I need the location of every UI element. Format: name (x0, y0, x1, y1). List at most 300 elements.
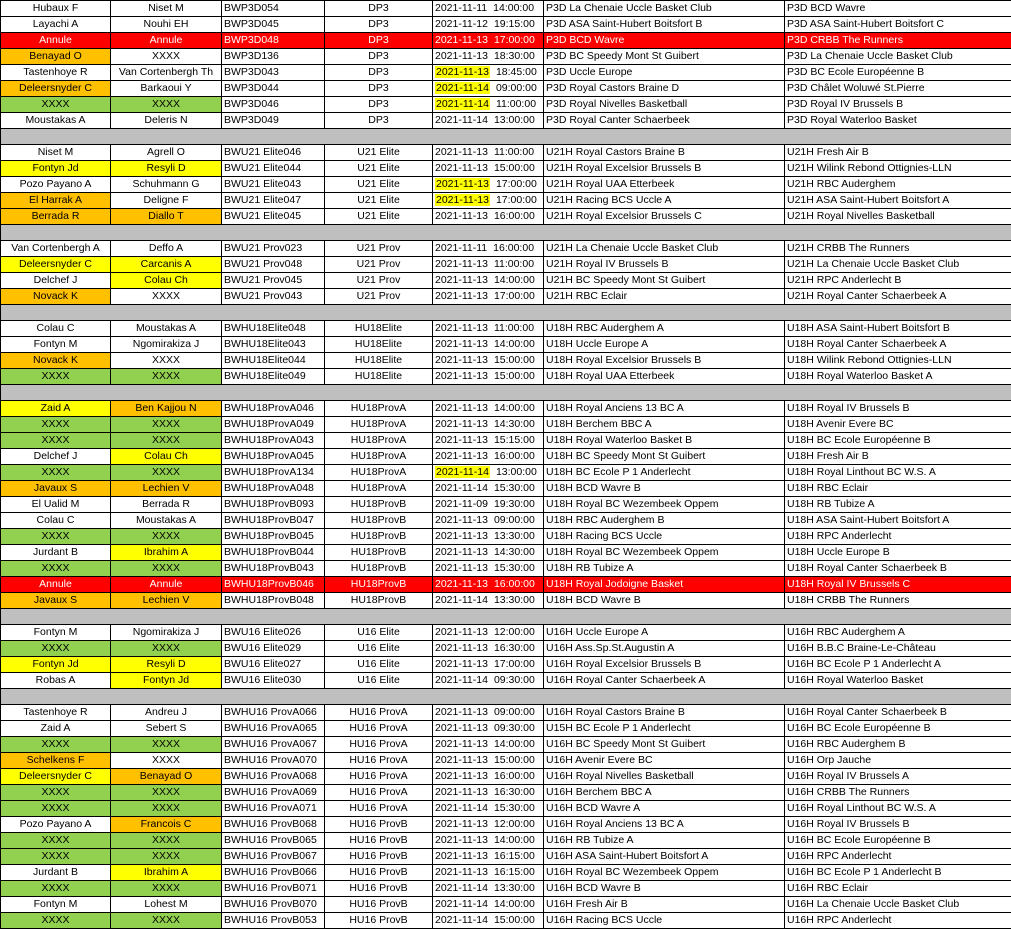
home-team-cell[interactable] (544, 849, 785, 865)
home-team-cell[interactable] (544, 753, 785, 769)
away-team-cell[interactable] (785, 161, 1011, 177)
away-team-cell[interactable] (785, 641, 1011, 657)
date-time-cell[interactable] (433, 145, 544, 161)
referee-1-cell[interactable] (1, 497, 111, 513)
away-team-cell[interactable] (785, 1, 1011, 17)
date-time-cell[interactable] (433, 849, 544, 865)
date-time-cell[interactable] (433, 257, 544, 273)
division-cell[interactable] (325, 497, 433, 513)
referee-2-cell[interactable] (111, 545, 222, 561)
date-time-cell[interactable] (433, 481, 544, 497)
home-team-cell[interactable] (544, 481, 785, 497)
match-code-cell[interactable] (222, 577, 325, 593)
match-code-cell[interactable] (222, 497, 325, 513)
away-team-cell[interactable] (785, 209, 1011, 225)
match-code-cell[interactable] (222, 529, 325, 545)
division-cell[interactable] (325, 833, 433, 849)
division-cell[interactable] (325, 481, 433, 497)
referee-2-cell[interactable] (111, 881, 222, 897)
division-cell[interactable] (325, 881, 433, 897)
date-time-cell[interactable] (433, 65, 544, 81)
match-code-cell[interactable] (222, 769, 325, 785)
referee-2-cell[interactable] (111, 161, 222, 177)
referee-1-cell[interactable] (1, 177, 111, 193)
division-cell[interactable] (325, 769, 433, 785)
date-time-cell[interactable] (433, 785, 544, 801)
referee-1-cell[interactable] (1, 801, 111, 817)
away-team-cell[interactable] (785, 897, 1011, 913)
match-code-cell[interactable] (222, 465, 325, 481)
away-team-cell[interactable] (785, 113, 1011, 129)
division-cell[interactable] (325, 337, 433, 353)
division-cell[interactable] (325, 209, 433, 225)
referee-2-cell[interactable] (111, 113, 222, 129)
home-team-cell[interactable] (544, 337, 785, 353)
referee-2-cell[interactable] (111, 81, 222, 97)
division-cell[interactable] (325, 241, 433, 257)
division-cell[interactable] (325, 545, 433, 561)
division-cell[interactable] (325, 913, 433, 929)
division-cell[interactable] (325, 513, 433, 529)
home-team-cell[interactable] (544, 401, 785, 417)
home-team-cell[interactable] (544, 465, 785, 481)
referee-2-cell[interactable] (111, 785, 222, 801)
division-cell[interactable] (325, 97, 433, 113)
referee-1-cell[interactable] (1, 257, 111, 273)
referee-2-cell[interactable] (111, 289, 222, 305)
away-team-cell[interactable] (785, 817, 1011, 833)
match-code-cell[interactable] (222, 673, 325, 689)
date-time-cell[interactable] (433, 273, 544, 289)
home-team-cell[interactable] (544, 49, 785, 65)
home-team-cell[interactable] (544, 561, 785, 577)
home-team-cell[interactable] (544, 497, 785, 513)
referee-1-cell[interactable] (1, 241, 111, 257)
match-code-cell[interactable] (222, 97, 325, 113)
division-cell[interactable] (325, 897, 433, 913)
referee-2-cell[interactable] (111, 865, 222, 881)
division-cell[interactable] (325, 657, 433, 673)
date-time-cell[interactable] (433, 641, 544, 657)
away-team-cell[interactable] (785, 33, 1011, 49)
away-team-cell[interactable] (785, 289, 1011, 305)
match-code-cell[interactable] (222, 289, 325, 305)
away-team-cell[interactable] (785, 321, 1011, 337)
home-team-cell[interactable] (544, 673, 785, 689)
date-time-cell[interactable] (433, 705, 544, 721)
match-code-cell[interactable] (222, 801, 325, 817)
away-team-cell[interactable] (785, 241, 1011, 257)
referee-2-cell[interactable] (111, 401, 222, 417)
away-team-cell[interactable] (785, 337, 1011, 353)
referee-2-cell[interactable] (111, 1, 222, 17)
referee-1-cell[interactable] (1, 817, 111, 833)
home-team-cell[interactable] (544, 449, 785, 465)
match-code-cell[interactable] (222, 561, 325, 577)
division-cell[interactable] (325, 593, 433, 609)
division-cell[interactable] (325, 737, 433, 753)
match-code-cell[interactable] (222, 417, 325, 433)
home-team-cell[interactable] (544, 545, 785, 561)
away-team-cell[interactable] (785, 737, 1011, 753)
home-team-cell[interactable] (544, 241, 785, 257)
referee-2-cell[interactable] (111, 449, 222, 465)
away-team-cell[interactable] (785, 81, 1011, 97)
division-cell[interactable] (325, 817, 433, 833)
home-team-cell[interactable] (544, 209, 785, 225)
division-cell[interactable] (325, 705, 433, 721)
home-team-cell[interactable] (544, 641, 785, 657)
referee-1-cell[interactable] (1, 673, 111, 689)
referee-1-cell[interactable] (1, 849, 111, 865)
away-team-cell[interactable] (785, 865, 1011, 881)
referee-1-cell[interactable] (1, 465, 111, 481)
home-team-cell[interactable] (544, 897, 785, 913)
away-team-cell[interactable] (785, 657, 1011, 673)
home-team-cell[interactable] (544, 769, 785, 785)
division-cell[interactable] (325, 113, 433, 129)
away-team-cell[interactable] (785, 497, 1011, 513)
home-team-cell[interactable] (544, 657, 785, 673)
division-cell[interactable] (325, 353, 433, 369)
date-time-cell[interactable] (433, 913, 544, 929)
referee-2-cell[interactable] (111, 801, 222, 817)
match-code-cell[interactable] (222, 625, 325, 641)
division-cell[interactable] (325, 577, 433, 593)
date-time-cell[interactable] (433, 545, 544, 561)
referee-2-cell[interactable] (111, 529, 222, 545)
referee-1-cell[interactable] (1, 721, 111, 737)
division-cell[interactable] (325, 449, 433, 465)
home-team-cell[interactable] (544, 865, 785, 881)
division-cell[interactable] (325, 433, 433, 449)
date-time-cell[interactable] (433, 465, 544, 481)
referee-2-cell[interactable] (111, 769, 222, 785)
date-time-cell[interactable] (433, 433, 544, 449)
date-time-cell[interactable] (433, 673, 544, 689)
division-cell[interactable] (325, 273, 433, 289)
away-team-cell[interactable] (785, 753, 1011, 769)
home-team-cell[interactable] (544, 881, 785, 897)
home-team-cell[interactable] (544, 577, 785, 593)
referee-2-cell[interactable] (111, 273, 222, 289)
division-cell[interactable] (325, 641, 433, 657)
referee-2-cell[interactable] (111, 209, 222, 225)
away-team-cell[interactable] (785, 481, 1011, 497)
away-team-cell[interactable] (785, 449, 1011, 465)
away-team-cell[interactable] (785, 513, 1011, 529)
referee-1-cell[interactable] (1, 369, 111, 385)
date-time-cell[interactable] (433, 561, 544, 577)
referee-1-cell[interactable] (1, 577, 111, 593)
referee-2-cell[interactable] (111, 817, 222, 833)
away-team-cell[interactable] (785, 881, 1011, 897)
home-team-cell[interactable] (544, 353, 785, 369)
away-team-cell[interactable] (785, 401, 1011, 417)
referee-1-cell[interactable] (1, 353, 111, 369)
referee-2-cell[interactable] (111, 737, 222, 753)
date-time-cell[interactable] (433, 449, 544, 465)
home-team-cell[interactable] (544, 913, 785, 929)
away-team-cell[interactable] (785, 65, 1011, 81)
referee-1-cell[interactable] (1, 865, 111, 881)
away-team-cell[interactable] (785, 529, 1011, 545)
match-code-cell[interactable] (222, 353, 325, 369)
referee-2-cell[interactable] (111, 33, 222, 49)
division-cell[interactable] (325, 865, 433, 881)
referee-2-cell[interactable] (111, 849, 222, 865)
home-team-cell[interactable] (544, 257, 785, 273)
away-team-cell[interactable] (785, 545, 1011, 561)
home-team-cell[interactable] (544, 513, 785, 529)
referee-2-cell[interactable] (111, 721, 222, 737)
division-cell[interactable] (325, 529, 433, 545)
match-code-cell[interactable] (222, 433, 325, 449)
away-team-cell[interactable] (785, 705, 1011, 721)
referee-2-cell[interactable] (111, 641, 222, 657)
home-team-cell[interactable] (544, 1, 785, 17)
referee-1-cell[interactable] (1, 641, 111, 657)
home-team-cell[interactable] (544, 433, 785, 449)
division-cell[interactable] (325, 849, 433, 865)
referee-1-cell[interactable] (1, 49, 111, 65)
away-team-cell[interactable] (785, 849, 1011, 865)
date-time-cell[interactable] (433, 209, 544, 225)
referee-1-cell[interactable] (1, 113, 111, 129)
referee-2-cell[interactable] (111, 321, 222, 337)
match-code-cell[interactable] (222, 721, 325, 737)
referee-1-cell[interactable] (1, 481, 111, 497)
referee-2-cell[interactable] (111, 337, 222, 353)
date-time-cell[interactable] (433, 289, 544, 305)
date-time-cell[interactable] (433, 97, 544, 113)
referee-2-cell[interactable] (111, 673, 222, 689)
division-cell[interactable] (325, 401, 433, 417)
division-cell[interactable] (325, 193, 433, 209)
referee-1-cell[interactable] (1, 753, 111, 769)
home-team-cell[interactable] (544, 273, 785, 289)
home-team-cell[interactable] (544, 145, 785, 161)
date-time-cell[interactable] (433, 17, 544, 33)
away-team-cell[interactable] (785, 433, 1011, 449)
home-team-cell[interactable] (544, 33, 785, 49)
referee-1-cell[interactable] (1, 545, 111, 561)
referee-1-cell[interactable] (1, 17, 111, 33)
date-time-cell[interactable] (433, 801, 544, 817)
division-cell[interactable] (325, 17, 433, 33)
referee-1-cell[interactable] (1, 161, 111, 177)
date-time-cell[interactable] (433, 833, 544, 849)
away-team-cell[interactable] (785, 369, 1011, 385)
away-team-cell[interactable] (785, 577, 1011, 593)
match-code-cell[interactable] (222, 337, 325, 353)
away-team-cell[interactable] (785, 257, 1011, 273)
division-cell[interactable] (325, 257, 433, 273)
match-code-cell[interactable] (222, 49, 325, 65)
referee-2-cell[interactable] (111, 577, 222, 593)
match-code-cell[interactable] (222, 161, 325, 177)
referee-2-cell[interactable] (111, 257, 222, 273)
home-team-cell[interactable] (544, 17, 785, 33)
home-team-cell[interactable] (544, 193, 785, 209)
match-code-cell[interactable] (222, 545, 325, 561)
away-team-cell[interactable] (785, 673, 1011, 689)
match-code-cell[interactable] (222, 849, 325, 865)
date-time-cell[interactable] (433, 497, 544, 513)
home-team-cell[interactable] (544, 417, 785, 433)
division-cell[interactable] (325, 49, 433, 65)
referee-1-cell[interactable] (1, 289, 111, 305)
away-team-cell[interactable] (785, 721, 1011, 737)
match-code-cell[interactable] (222, 753, 325, 769)
referee-2-cell[interactable] (111, 65, 222, 81)
away-team-cell[interactable] (785, 785, 1011, 801)
home-team-cell[interactable] (544, 97, 785, 113)
division-cell[interactable] (325, 625, 433, 641)
date-time-cell[interactable] (433, 721, 544, 737)
division-cell[interactable] (325, 417, 433, 433)
referee-2-cell[interactable] (111, 833, 222, 849)
home-team-cell[interactable] (544, 833, 785, 849)
referee-1-cell[interactable] (1, 193, 111, 209)
match-code-cell[interactable] (222, 897, 325, 913)
referee-2-cell[interactable] (111, 145, 222, 161)
referee-1-cell[interactable] (1, 593, 111, 609)
referee-2-cell[interactable] (111, 657, 222, 673)
date-time-cell[interactable] (433, 769, 544, 785)
division-cell[interactable] (325, 289, 433, 305)
referee-1-cell[interactable] (1, 913, 111, 929)
away-team-cell[interactable] (785, 913, 1011, 929)
away-team-cell[interactable] (785, 49, 1011, 65)
referee-1-cell[interactable] (1, 657, 111, 673)
referee-2-cell[interactable] (111, 97, 222, 113)
date-time-cell[interactable] (433, 353, 544, 369)
referee-1-cell[interactable] (1, 561, 111, 577)
referee-1-cell[interactable] (1, 33, 111, 49)
date-time-cell[interactable] (433, 1, 544, 17)
referee-1-cell[interactable] (1, 737, 111, 753)
date-time-cell[interactable] (433, 33, 544, 49)
division-cell[interactable] (325, 65, 433, 81)
referee-2-cell[interactable] (111, 513, 222, 529)
away-team-cell[interactable] (785, 17, 1011, 33)
date-time-cell[interactable] (433, 417, 544, 433)
match-code-cell[interactable] (222, 33, 325, 49)
referee-1-cell[interactable] (1, 209, 111, 225)
referee-2-cell[interactable] (111, 753, 222, 769)
referee-1-cell[interactable] (1, 449, 111, 465)
away-team-cell[interactable] (785, 769, 1011, 785)
match-code-cell[interactable] (222, 81, 325, 97)
date-time-cell[interactable] (433, 881, 544, 897)
date-time-cell[interactable] (433, 321, 544, 337)
referee-1-cell[interactable] (1, 529, 111, 545)
referee-1-cell[interactable] (1, 705, 111, 721)
away-team-cell[interactable] (785, 593, 1011, 609)
home-team-cell[interactable] (544, 161, 785, 177)
date-time-cell[interactable] (433, 865, 544, 881)
referee-1-cell[interactable] (1, 769, 111, 785)
match-code-cell[interactable] (222, 241, 325, 257)
referee-2-cell[interactable] (111, 369, 222, 385)
date-time-cell[interactable] (433, 897, 544, 913)
match-code-cell[interactable] (222, 593, 325, 609)
referee-1-cell[interactable] (1, 625, 111, 641)
away-team-cell[interactable] (785, 801, 1011, 817)
match-code-cell[interactable] (222, 209, 325, 225)
home-team-cell[interactable] (544, 369, 785, 385)
division-cell[interactable] (325, 161, 433, 177)
home-team-cell[interactable] (544, 289, 785, 305)
away-team-cell[interactable] (785, 145, 1011, 161)
referee-2-cell[interactable] (111, 193, 222, 209)
referee-2-cell[interactable] (111, 897, 222, 913)
away-team-cell[interactable] (785, 353, 1011, 369)
home-team-cell[interactable] (544, 65, 785, 81)
referee-1-cell[interactable] (1, 145, 111, 161)
match-code-cell[interactable] (222, 65, 325, 81)
home-team-cell[interactable] (544, 81, 785, 97)
home-team-cell[interactable] (544, 113, 785, 129)
division-cell[interactable] (325, 81, 433, 97)
referee-1-cell[interactable] (1, 401, 111, 417)
referee-1-cell[interactable] (1, 321, 111, 337)
date-time-cell[interactable] (433, 337, 544, 353)
referee-2-cell[interactable] (111, 497, 222, 513)
match-code-cell[interactable] (222, 513, 325, 529)
referee-1-cell[interactable] (1, 433, 111, 449)
referee-2-cell[interactable] (111, 593, 222, 609)
match-code-cell[interactable] (222, 273, 325, 289)
referee-2-cell[interactable] (111, 481, 222, 497)
division-cell[interactable] (325, 369, 433, 385)
away-team-cell[interactable] (785, 177, 1011, 193)
referee-2-cell[interactable] (111, 417, 222, 433)
division-cell[interactable] (325, 321, 433, 337)
division-cell[interactable] (325, 33, 433, 49)
home-team-cell[interactable] (544, 705, 785, 721)
referee-1-cell[interactable] (1, 1, 111, 17)
referee-1-cell[interactable] (1, 833, 111, 849)
home-team-cell[interactable] (544, 177, 785, 193)
referee-1-cell[interactable] (1, 417, 111, 433)
away-team-cell[interactable] (785, 561, 1011, 577)
match-code-cell[interactable] (222, 145, 325, 161)
match-code-cell[interactable] (222, 641, 325, 657)
division-cell[interactable] (325, 785, 433, 801)
match-code-cell[interactable] (222, 865, 325, 881)
match-code-cell[interactable] (222, 1, 325, 17)
date-time-cell[interactable] (433, 657, 544, 673)
referee-1-cell[interactable] (1, 81, 111, 97)
date-time-cell[interactable] (433, 401, 544, 417)
date-time-cell[interactable] (433, 625, 544, 641)
referee-2-cell[interactable] (111, 913, 222, 929)
referee-2-cell[interactable] (111, 625, 222, 641)
date-time-cell[interactable] (433, 49, 544, 65)
match-code-cell[interactable] (222, 817, 325, 833)
referee-1-cell[interactable] (1, 273, 111, 289)
division-cell[interactable] (325, 673, 433, 689)
match-code-cell[interactable] (222, 881, 325, 897)
division-cell[interactable] (325, 145, 433, 161)
home-team-cell[interactable] (544, 785, 785, 801)
match-code-cell[interactable] (222, 17, 325, 33)
division-cell[interactable] (325, 753, 433, 769)
match-code-cell[interactable] (222, 657, 325, 673)
referee-1-cell[interactable] (1, 65, 111, 81)
